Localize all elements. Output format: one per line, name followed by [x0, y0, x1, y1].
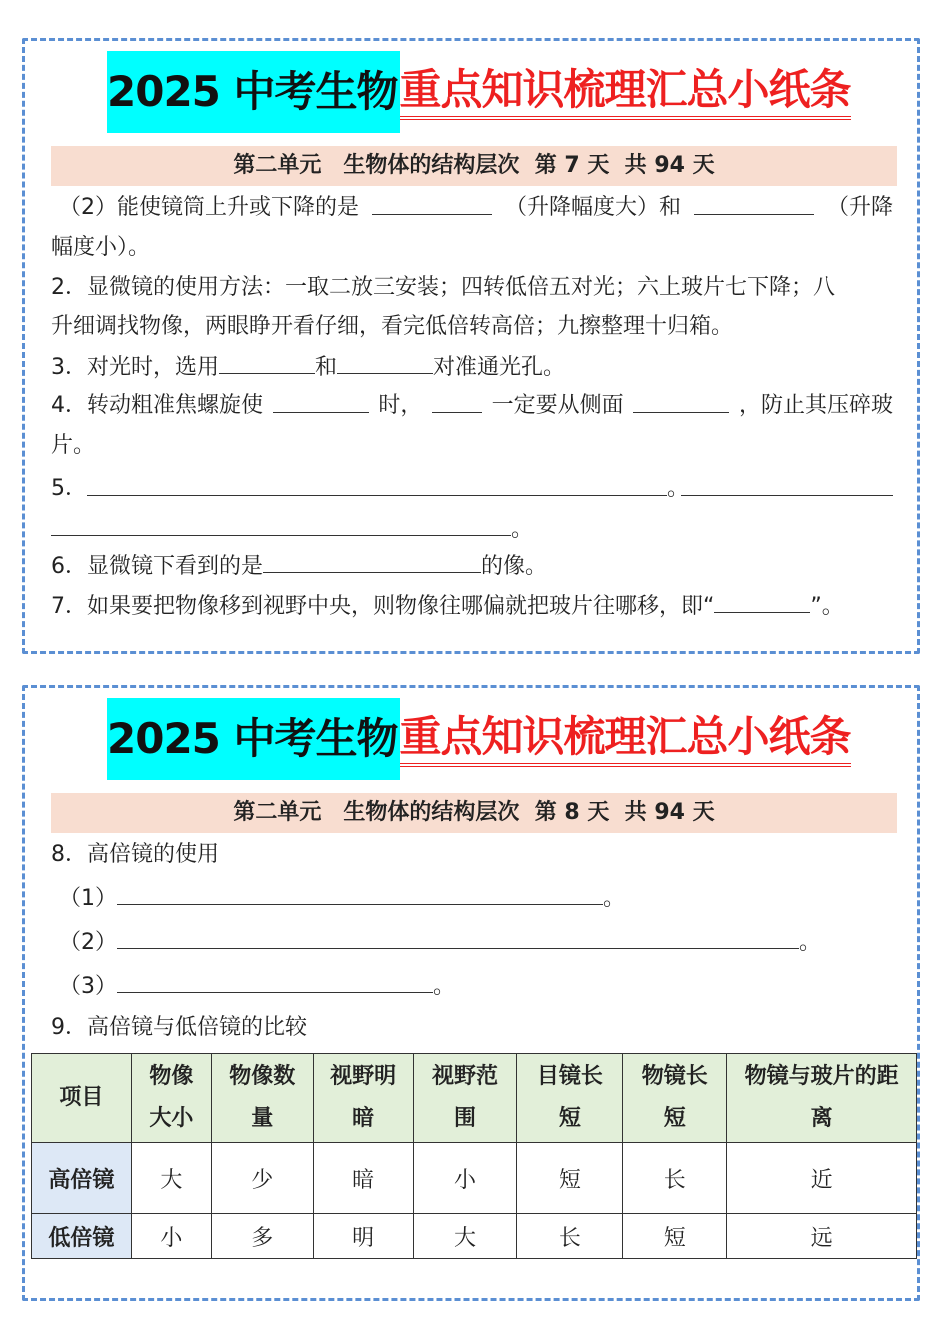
title-highlight: 2025 中考生物	[107, 51, 400, 133]
question-line: 。	[51, 509, 893, 550]
header-line: 量	[251, 1106, 274, 1131]
answer-blank[interactable]	[87, 469, 667, 496]
unit-banner: 第二单元 生物体的结构层次 第 8 天 共 94 天	[51, 793, 897, 833]
answer-blank[interactable]	[117, 922, 799, 949]
table-header-cell	[517, 1054, 623, 1143]
table-cell: 暗	[313, 1143, 413, 1214]
table-cell: 大	[413, 1214, 517, 1259]
question-line: （2）能使镜筒上升或下降的是 （升降幅度大）和 （升降	[51, 188, 893, 228]
answer-blank[interactable]	[117, 878, 603, 905]
table-row-head: 高倍镜	[32, 1143, 132, 1214]
title-red-text: 重点知识梳理汇总小纸条	[400, 64, 851, 120]
header-line: 离	[810, 1106, 833, 1131]
title-red-text: 重点知识梳理汇总小纸条	[400, 711, 851, 767]
header-line: 目镜长	[536, 1064, 603, 1089]
table-cell: 多	[211, 1214, 313, 1259]
answer-blank[interactable]	[51, 509, 511, 536]
question-line: 6．显微镜下看到的是 的像。	[51, 546, 893, 587]
table-cell: 小	[413, 1143, 517, 1214]
header-line: 视野明	[330, 1064, 397, 1089]
question-line: 5． 。	[51, 469, 893, 509]
unit-banner: 第二单元 生物体的结构层次 第 7 天 共 94 天	[51, 146, 897, 186]
title-highlight: 2025 中考生物	[107, 698, 400, 780]
table-cell: 近	[727, 1143, 917, 1214]
table-header-cell	[413, 1054, 517, 1143]
table-cell: 大	[131, 1143, 211, 1214]
header-line: 项目	[59, 1085, 104, 1110]
comparison-table	[31, 1053, 917, 1259]
header-line: 物镜长	[641, 1064, 708, 1089]
table-row-head: 低倍镜	[32, 1214, 132, 1259]
answer-blank[interactable]	[372, 188, 492, 215]
header-line: 物像数	[229, 1064, 296, 1089]
card-title	[107, 698, 851, 780]
answer-blank[interactable]	[633, 386, 729, 413]
table-header-cell	[313, 1054, 413, 1143]
table-cell: 长	[623, 1143, 727, 1214]
answer-blank[interactable]	[694, 188, 814, 215]
table-cell: 少	[211, 1143, 313, 1214]
table-cell: 长	[517, 1214, 623, 1259]
answer-blank[interactable]	[432, 386, 482, 413]
header-line: 短	[558, 1106, 581, 1131]
table-cell: 明	[313, 1214, 413, 1259]
table-cell: 小	[131, 1214, 211, 1259]
table-cell: 短	[623, 1214, 727, 1259]
table-cell: 远	[727, 1214, 917, 1259]
header-line: 围	[453, 1106, 476, 1131]
answer-blank[interactable]	[273, 386, 369, 413]
question-line: 9．高倍镜与低倍镜的比较	[51, 1015, 307, 1040]
header-line: 短	[663, 1106, 686, 1131]
table-header-cell	[623, 1054, 727, 1143]
table-row	[32, 1214, 917, 1259]
question-line: （2） 。	[51, 922, 893, 963]
table-header-cell	[131, 1054, 211, 1143]
question-line: 2．显微镜的使用方法：一取二放三安装；四转低倍五对光；六上玻片七下降；八	[51, 275, 835, 300]
question-line: 升细调找物像，两眼睁开看仔细，看完低倍转高倍；九擦整理十归箱。	[51, 314, 734, 339]
table-header-cell	[32, 1054, 132, 1143]
header-line: 视野范	[431, 1064, 498, 1089]
table-cell: 短	[517, 1143, 623, 1214]
answer-blank[interactable]	[263, 546, 481, 573]
answer-blank[interactable]	[681, 469, 893, 496]
table-header-cell	[211, 1054, 313, 1143]
question-line: （1） 。	[51, 878, 893, 919]
card-title	[107, 51, 851, 133]
question-line: 7．如果要把物像移到视野中央，则物像往哪偏就把玻片往哪移，即“ ”。	[51, 586, 893, 627]
table-row	[32, 1143, 917, 1214]
note-card-day7	[22, 38, 920, 654]
note-card-day8	[22, 685, 920, 1301]
question-line: 3．对光时，选用 和 对准通光孔。	[51, 347, 893, 388]
table-header-row	[32, 1054, 917, 1143]
question-line: 幅度小）。	[51, 235, 151, 260]
header-line: 物镜与玻片的距	[744, 1064, 899, 1089]
answer-blank[interactable]	[219, 347, 315, 374]
answer-blank[interactable]	[714, 586, 810, 613]
answer-blank[interactable]	[117, 966, 433, 993]
question-line: 片。	[51, 433, 96, 458]
table-header-cell	[727, 1054, 917, 1143]
header-line: 物像	[149, 1064, 194, 1089]
header-line: 暗	[352, 1106, 375, 1131]
header-line: 大小	[149, 1106, 194, 1131]
question-line: 8．高倍镜的使用	[51, 842, 219, 867]
answer-blank[interactable]	[337, 347, 433, 374]
question-line: （3） 。	[51, 966, 893, 1007]
question-line: 4．转动粗准焦螺旋使 时， 一定要从侧面 ，防止其压碎玻	[51, 386, 893, 426]
